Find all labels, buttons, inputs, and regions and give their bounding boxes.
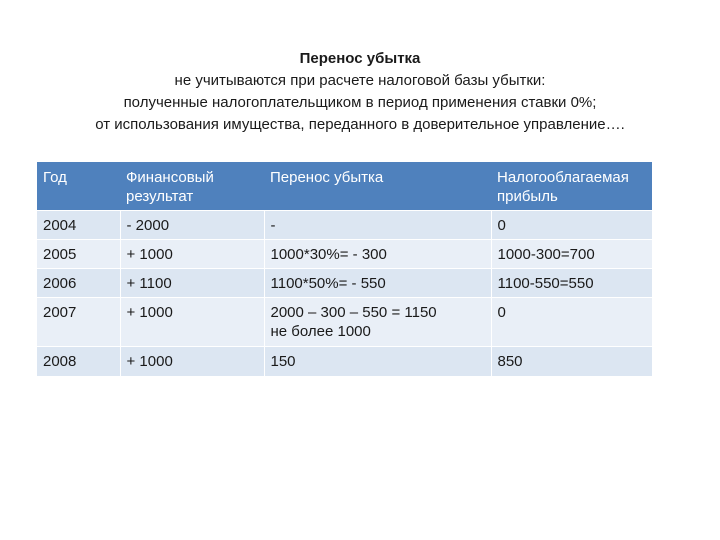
cell-taxable-profit: 1000-300=700 <box>491 240 652 269</box>
cell-loss-transfer: - <box>264 211 491 240</box>
cell-financial-result: + 1000 <box>120 347 264 376</box>
slide-title: Перенос убытка <box>299 50 421 67</box>
cell-financial-result: - 2000 <box>120 211 264 240</box>
cell-year: 2007 <box>37 298 120 347</box>
header-row <box>37 162 652 211</box>
cell-loss-transfer: 1000*30%= - 300 <box>264 240 491 269</box>
column-header-loss-transfer: Перенос убытка <box>264 162 491 211</box>
cell-taxable-profit: 1100-550=550 <box>491 269 652 298</box>
header-line-3: от использования имущества, переданного в доверительное управление…. <box>95 116 625 133</box>
table-header <box>37 162 652 211</box>
data-table <box>37 162 652 376</box>
loss-transfer-table <box>37 162 652 376</box>
cell-year: 2005 <box>37 240 120 269</box>
header-line-1: не учитываются при расчете налоговой базы убытки: <box>174 72 546 89</box>
cell-year: 2008 <box>37 347 120 376</box>
cell-loss-transfer: 150 <box>264 347 491 376</box>
table-row <box>37 211 652 240</box>
cell-financial-result: + 1100 <box>120 269 264 298</box>
table-body <box>37 211 652 376</box>
cell-financial-result: + 1000 <box>120 240 264 269</box>
cell-year: 2004 <box>37 211 120 240</box>
table-row <box>37 269 652 298</box>
cell-loss-transfer <box>264 298 491 347</box>
slide-header <box>0 48 720 136</box>
cell-loss-transfer: 1100*50%= - 550 <box>264 269 491 298</box>
loss-transfer-limit-note: не более 1000 <box>270 323 371 340</box>
column-header-year: Год <box>37 162 120 211</box>
column-header-taxable-profit: Налогооблагаемая прибыль <box>491 162 652 211</box>
cell-taxable-profit: 0 <box>491 211 652 240</box>
table-row <box>37 298 652 347</box>
cell-financial-result: + 1000 <box>120 298 264 347</box>
cell-year: 2006 <box>37 269 120 298</box>
header-line-2: полученные налогоплательщиком в период применения ставки 0%; <box>123 94 597 111</box>
loss-transfer-calculation: 2000 – 300 – 550 = 1150 <box>270 304 437 321</box>
cell-taxable-profit: 0 <box>491 298 652 347</box>
cell-taxable-profit: 850 <box>491 347 652 376</box>
table-row <box>37 240 652 269</box>
table-row <box>37 347 652 376</box>
column-header-financial-result: Финансовый результат <box>120 162 264 211</box>
